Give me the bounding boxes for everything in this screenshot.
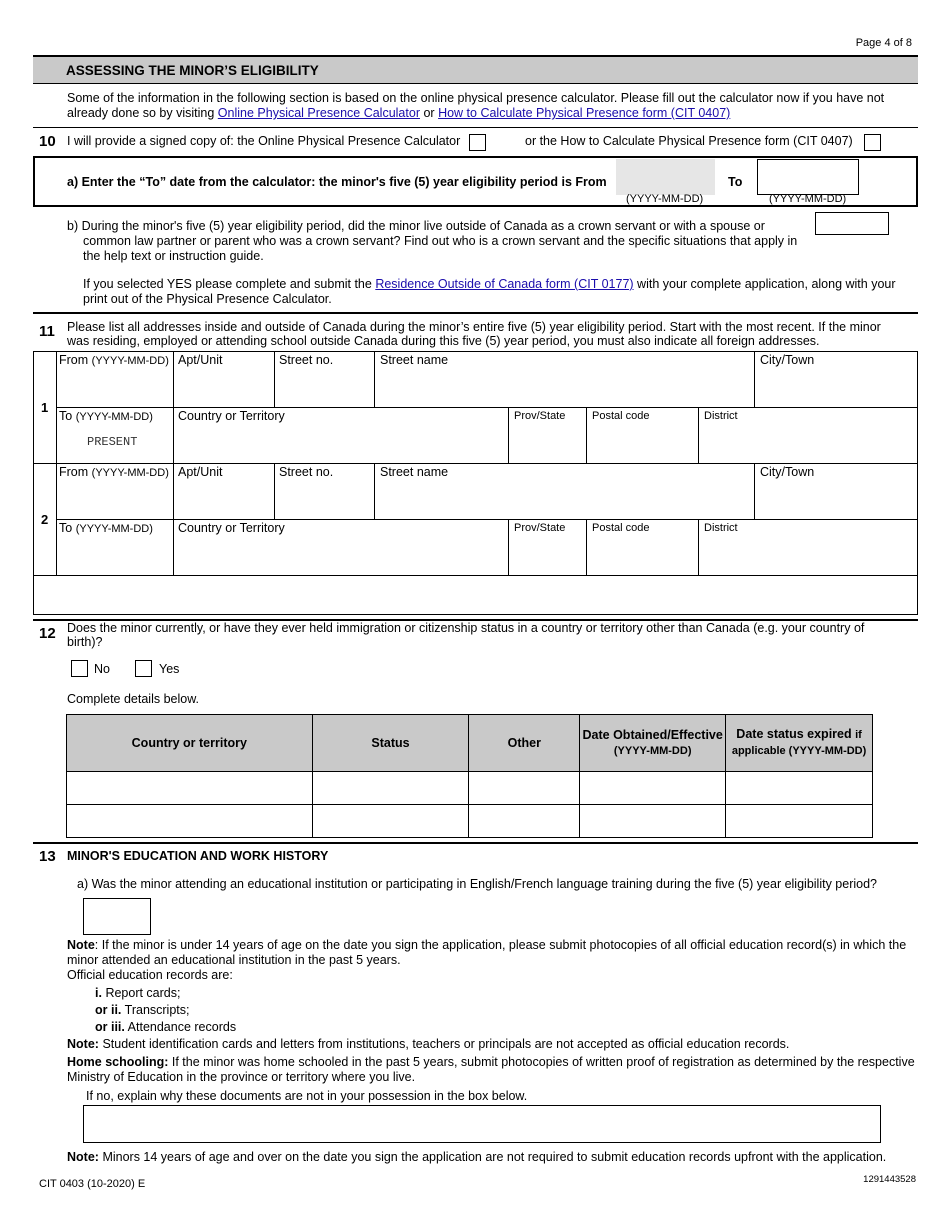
grid-line: [56, 352, 57, 575]
street-name-label: Street name: [380, 465, 449, 479]
note-text: Minors 14 years of age and over on the date you sign the application are not required to submit education records upfront with the application.: [102, 1150, 887, 1164]
prov-label: Prov/State: [514, 522, 566, 534]
other-input[interactable]: [469, 805, 580, 838]
address-table: [33, 351, 918, 615]
prov-label: Prov/State: [514, 410, 566, 422]
official-records-text: Official education records are:: [67, 968, 233, 982]
to-label: [59, 409, 153, 424]
col-other: [469, 715, 580, 772]
q12-no-checkbox[interactable]: [71, 660, 88, 677]
q13-note-4: [67, 1150, 886, 1165]
grid-line: [173, 352, 174, 575]
from-date-format: (YYYY-MM-DD): [626, 193, 704, 205]
divider: [33, 127, 918, 128]
city-label: City/Town: [760, 353, 815, 367]
item-text: Attendance records: [127, 1020, 237, 1034]
col-obtained: [580, 715, 726, 772]
expired-input[interactable]: [726, 805, 873, 838]
grid-line: [698, 407, 699, 463]
if-no-text: If no, explain why these documents are not in your possession in the box below.: [86, 1089, 528, 1103]
intro-visiting: already done so by visiting: [67, 106, 215, 120]
question-12-number: 12: [39, 625, 56, 642]
online-calculator-link[interactable]: Online Physical Presence Calculator: [217, 106, 420, 120]
col-expired-format: applicable (YYYY-MM-DD): [731, 745, 867, 757]
from-date-input[interactable]: [616, 159, 715, 195]
q10b-note-prefix: If you selected YES please complete and submit the: [83, 277, 372, 291]
education-select[interactable]: [83, 898, 151, 935]
q10a-box: [33, 156, 918, 207]
apt-label: Apt/Unit: [178, 465, 223, 479]
grid-line: [274, 463, 275, 519]
calculator-checkbox[interactable]: [469, 134, 486, 151]
to-label: To: [728, 175, 743, 189]
record-item-2: [95, 1003, 189, 1018]
item-label: or iii.: [95, 1020, 125, 1034]
grid-line: [374, 352, 375, 407]
table-row: [67, 772, 873, 805]
section-title: ASSESSING THE MINOR’S ELIGIBILITY: [66, 63, 319, 78]
grid-line: [56, 519, 918, 520]
note-label: Note:: [67, 1037, 99, 1051]
q13a-text: a) Was the minor attending an educational institution or participating in English/French language training during the five (5) year eligibility period?: [77, 877, 877, 891]
question-11-number: 11: [39, 323, 55, 340]
district-label: District: [704, 522, 738, 534]
q12-no-label: No: [94, 662, 110, 676]
col-obtained-format: (YYYY-MM-DD): [613, 744, 692, 757]
note-label: Note:: [67, 1150, 99, 1164]
q10b-note-3: print out of the Physical Presence Calculator.: [83, 292, 332, 306]
record-item-1: [95, 986, 180, 1001]
obtained-input[interactable]: [580, 805, 726, 838]
col-expired: [726, 715, 873, 772]
city-label: City/Town: [760, 465, 815, 479]
grid-line: [508, 407, 509, 463]
note-text: Student identification cards and letters from institutions, teachers or principals are not accepted as official education records.: [102, 1037, 790, 1051]
grid-line: [374, 463, 375, 519]
question-13-number: 13: [39, 848, 56, 865]
col-expired-label: Date status expired: [736, 727, 852, 741]
home-schooling-line-2: Ministry of Education in the province or territory where you live.: [67, 1070, 416, 1084]
status-input[interactable]: [312, 805, 469, 838]
q12-yes-label: Yes: [159, 662, 180, 676]
intro-text-1: Some of the information in the following section is based on the online physical presence calculator. Please fill out the calculator now if you have not: [67, 91, 885, 105]
from-label: [59, 465, 169, 480]
complete-details-text: Complete details below.: [67, 692, 200, 706]
grid-line: [754, 463, 755, 519]
grid-line: [586, 519, 587, 575]
item-label: i.: [95, 986, 102, 1000]
q11-text-2: was residing, employed or attending school outside Canada during this five (5) year period, you must also indicate all foreign addresses.: [67, 334, 820, 348]
home-schooling-label: Home schooling:: [67, 1055, 169, 1069]
page-number: Page 4 of 8: [855, 37, 912, 49]
from-label: [59, 353, 169, 368]
q10b-note-suffix: with your complete application, along with your: [637, 277, 896, 291]
col-country-label: Country or territory: [131, 735, 247, 750]
note-label: Note: [67, 938, 95, 952]
apt-label: Apt/Unit: [178, 353, 223, 367]
q13-note-line-2: minor attended an educational institution in the past 5 years.: [67, 953, 401, 967]
street-no-label: Street no.: [279, 353, 334, 367]
postal-label: Postal code: [592, 410, 650, 422]
postal-label: Postal code: [592, 522, 650, 534]
item-text: Transcripts;: [124, 1003, 190, 1017]
col-status: [312, 715, 469, 772]
street-name-label: Street name: [380, 353, 449, 367]
item-text: Report cards;: [105, 986, 181, 1000]
q10b-line-2: common law partner or parent who was a crown servant? Find out who is a crown servant and the specific situations that apply in: [83, 234, 798, 248]
grid-line: [754, 352, 755, 407]
obtained-input[interactable]: [580, 772, 726, 805]
other-input[interactable]: [469, 772, 580, 805]
form-id: CIT 0403 (10-2020) E: [39, 1178, 146, 1190]
q10b-line-3: the help text or instruction guide.: [83, 249, 264, 263]
q10a-label: a) Enter the “To” date from the calculator: the minor's five (5) year eligibility period is From: [67, 175, 607, 189]
record-item-3: [95, 1020, 236, 1035]
grid-line: [34, 463, 918, 464]
explanation-textarea[interactable]: [83, 1105, 881, 1143]
status-input[interactable]: [312, 772, 469, 805]
address-row-number: 2: [41, 512, 49, 527]
home-schooling-line-1: [67, 1055, 915, 1070]
grid-line: [508, 519, 509, 575]
col-expired-if: if: [855, 729, 862, 741]
to-date-input[interactable]: [757, 159, 859, 195]
status-table: [66, 714, 873, 838]
question-10-number: 10: [39, 133, 56, 150]
cit0177-link[interactable]: Residence Outside of Canada form (CIT 0177): [375, 277, 634, 291]
to-label: [59, 521, 153, 536]
barcode-number: 1291443528: [863, 1174, 916, 1185]
q13-title: MINOR'S EDUCATION AND WORK HISTORY: [67, 849, 329, 863]
cit0407-checkbox[interactable]: [864, 134, 881, 151]
q13-note-3: [67, 1037, 789, 1052]
section-header: [33, 55, 918, 84]
intro-or: or: [423, 106, 435, 120]
q12-yes-checkbox[interactable]: [135, 660, 152, 677]
q10-text-2: or the How to Calculate Physical Presence form (CIT 0407): [525, 134, 853, 148]
from-text: From: [59, 465, 89, 479]
grid-line: [56, 407, 918, 408]
grid-line: [274, 352, 275, 407]
from-text: From: [59, 353, 89, 367]
col-other-label: Other: [507, 735, 541, 750]
from-format: (YYYY-MM-DD): [91, 467, 169, 479]
to-text: To: [59, 409, 73, 423]
q13-note-line-1: [67, 938, 906, 953]
crown-servant-select[interactable]: [815, 212, 889, 235]
col-country: [67, 715, 313, 772]
country-label: Country or Territory: [178, 409, 285, 423]
to-format: (YYYY-MM-DD): [75, 411, 153, 423]
country-label: Country or Territory: [178, 521, 285, 535]
district-label: District: [704, 410, 738, 422]
grid-line: [586, 407, 587, 463]
col-status-label: Status: [371, 735, 410, 750]
home-schooling-text: If the minor was home schooled in the past 5 years, submit photocopies of written proof of registration as determined by the respective: [171, 1055, 915, 1069]
grid-line: [34, 575, 918, 576]
grid-line: [698, 519, 699, 575]
to-date-format: (YYYY-MM-DD): [769, 193, 847, 205]
to-text: To: [59, 521, 73, 535]
table-row: [67, 805, 873, 838]
intro-text-2: [67, 106, 730, 121]
item-label: or ii.: [95, 1003, 122, 1017]
to-date-value[interactable]: PRESENT: [87, 435, 138, 449]
q10b-line-1: b) During the minor's five (5) year eligibility period, did the minor live outside of Canada as a crown servant or with a spouse or: [67, 219, 765, 233]
cit0407-link[interactable]: How to Calculate Physical Presence form (CIT 0407): [438, 106, 731, 120]
from-format: (YYYY-MM-DD): [91, 355, 169, 367]
q10b-note-1: [83, 277, 896, 292]
q12-text-1: Does the minor currently, or have they ever held immigration or citizenship status in a country or territory other than Canada (e.g. your country of: [67, 621, 865, 635]
q12-text-2: birth)?: [67, 635, 103, 649]
country-input[interactable]: [67, 772, 313, 805]
q10-text-1: I will provide a signed copy of: the Online Physical Presence Calculator: [67, 134, 461, 148]
street-no-label: Street no.: [279, 465, 334, 479]
address-row-number: 1: [41, 400, 49, 415]
divider: [33, 312, 918, 314]
divider: [33, 842, 918, 844]
q11-text-1: Please list all addresses inside and outside of Canada during the minor’s entire five (5) year eligibility period. Start with the most recent. If the minor: [67, 320, 881, 334]
to-format: (YYYY-MM-DD): [75, 523, 153, 535]
col-obtained-label: Date Obtained/Effective: [582, 727, 723, 742]
expired-input[interactable]: [726, 772, 873, 805]
note-text: : If the minor is under 14 years of age on the date you sign the application, please submit photocopies of all official education record(s) in which the: [94, 938, 907, 952]
country-input[interactable]: [67, 805, 313, 838]
